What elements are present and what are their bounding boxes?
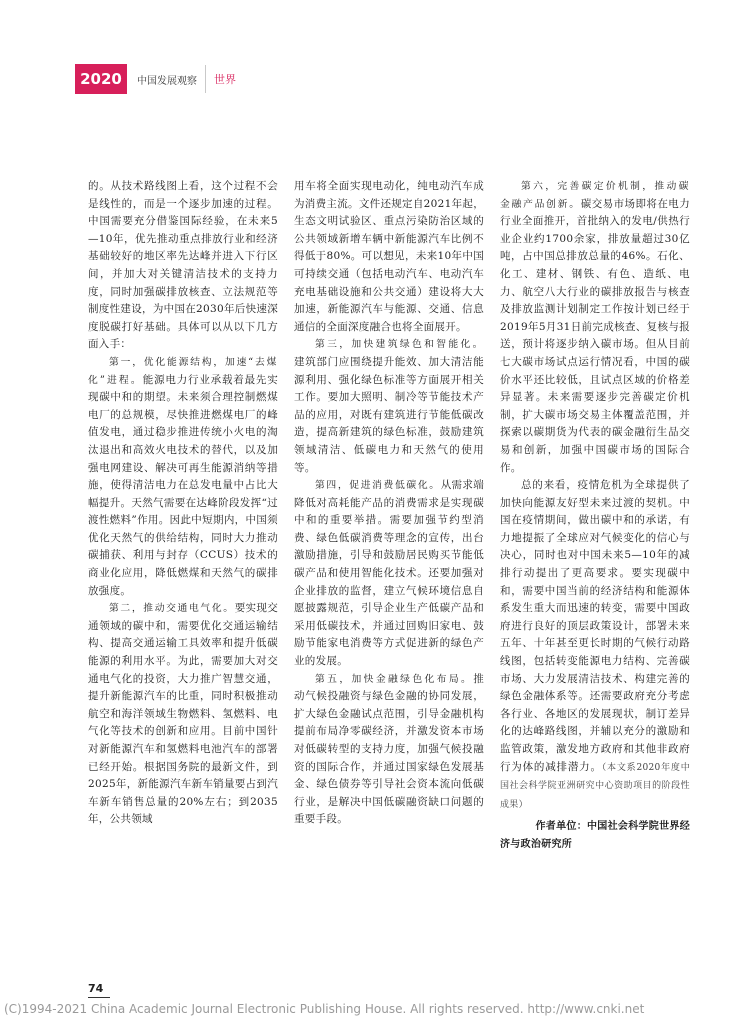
column-1 bbox=[88, 178, 278, 948]
paragraph bbox=[294, 336, 484, 477]
paragraph-body: 能源电力行业承载着最先实现碳中和的期望。未来须合理控制燃煤电厂的总规模，尽快推进燃煤电厂的峰值发电，通过稳步推进传统小火电的淘汰退出和高效火电技术的替代，以及加强电网建设、解决可再生能源消纳等措施，使得清洁电力在总发电量中占比大幅提升。天然气需要在达峰阶段发挥“过渡性燃料”作用。因此中短期内，中国须优化天然气的供给结构，同时大力推动碳捕获、利用与封存（CCUS）技术的商业化应用，降低燃煤和天然气的碳排放强度。 bbox=[88, 373, 278, 597]
paragraph-body: 碳交易市场即将在电力行业全面推开，首批纳入的发电/供热行业企业约1700余家，排放量超过30亿吨，占中国总排放总量的46%。石化、化工、建材、钢铁、有色、造纸、电力、航空八大行业的碳排放报告与核查及排放监测计划制定工作按计划已经于2019年5月31日前完成核查、复核与报送，预计将逐步纳入碳市场。但从目前七大碳市场试点运行情况看，中国的碳价水平还比较低，且试点区域的价格差异显著。未来需要逐步完善碳定价机制，扩大碳市场交易主体覆盖范围，并探索以碳期货为代表的碳金融衍生品交易和创新，加强中国碳市场的国际合作。 bbox=[500, 197, 690, 474]
paragraph bbox=[88, 354, 278, 600]
magazine-name: 中国发展观察 bbox=[137, 75, 197, 87]
author-affiliation bbox=[500, 818, 690, 853]
section-name: 世界 bbox=[214, 73, 236, 86]
column-2 bbox=[294, 178, 484, 948]
paragraph-lead: 第一，优化能源结构，加速“去煤化”进程。 bbox=[88, 356, 278, 386]
paragraph bbox=[500, 477, 690, 814]
paragraph-lead: 第二，推动交通电气化。 bbox=[109, 603, 235, 615]
year-badge: 2020 bbox=[75, 64, 127, 94]
paragraph-body: 推动气候投融资与绿色金融的协同发展，扩大绿色金融试点范围，引导金融机构提前布局净零碳经济，并激发资本市场对低碳转型的支持力度，加强气候投融资的国际合作，并通过国家绿色发展基金、绿色债券等引导社会资本流向低碳行业，是解决中国低碳融资缺口问题的重要手段。 bbox=[294, 672, 484, 826]
page-number: 74 bbox=[88, 982, 104, 995]
paragraph-body: 从需求端降低对高耗能产品的消费需求是实现碳中和的重要举措。需要加强节约型消费、绿色低碳消费等理念的宣传，出台激励措施，引导和鼓励居民购买节能低碳产品和使用智能化技术。还要加强对企业排放的监督，建立气候环境信息自愿披露规范，引导企业生产低碳产品和采用低碳技术，并通过回购旧家电、鼓励节能家电消费等方式促进新的绿色产业的发展。 bbox=[294, 479, 484, 668]
page-number-underline bbox=[88, 997, 110, 998]
paragraph: 用车将全面实现电动化，纯电动汽车成为消费主流。文件还规定自2021年起，生态文明试验区、重点污染防治区域的公共领域新增车辆中新能源汽车比例不得低于80%。可以想见，未来10年中国可持续交通（包括电动汽车、电动汽车充电基础设施和公共交通）建设将大大加速，新能源汽车与能源、交通、信息通信的全面深度融合也将全面展开。 bbox=[294, 180, 484, 333]
paragraph bbox=[294, 477, 484, 671]
paragraph-lead: 第六，完善碳定价机制，推动碳金融产品创新。 bbox=[500, 181, 690, 210]
paragraph-body: 建筑部门应围绕提升能效、加大清洁能源利用、强化绿色标准等方面展开相关工作。要加大照明、制冷等节能技术产品的应用，对既有建筑进行节能低碳改造，提高新建筑的绿色标准，鼓励建筑领域清洁、低碳电力和天然气的使用等。 bbox=[294, 355, 484, 474]
header-divider bbox=[205, 65, 206, 93]
paragraph bbox=[294, 671, 484, 829]
author-line-1: 作者单位：中国社会科学院世界经 bbox=[535, 821, 690, 833]
paragraph bbox=[500, 178, 690, 477]
paragraph: 的。从技术路线图上看，这个过程不会是线性的，而是一个逐步加速的过程。中国需要充分借鉴国际经验，在未来5—10年，优先推动重点排放行业和经济基础较好的地区率先达峰并进入下行区间，并加大对关键清洁技术的支持力度，同时加强碳排放核查、立法规范等制度性建设，为中国在2030年后快速深度脱碳打好基础。具体可以从以下几方面入手： bbox=[88, 180, 278, 351]
paragraph-body: 要实现交通领域的碳中和，需要优化交通运输结构、提高交通运输工具效率和提升低碳能源的利用水平。为此，需要加大对交通电气化的投资，大力推广智慧交通，提升新能源汽车的比重，同时积极推动航空和海洋领域生物燃料、氢燃料、电气化等技术的创新和应用。目前中国针对新能源汽车和氢燃料电池汽车的部署已经开始。根据国务院的最新文件，到2025年，新能源汽车新车销量要占到汽车新车销售总量的20%左右；到2035年，公共领域 bbox=[88, 602, 278, 826]
page-header bbox=[75, 64, 755, 94]
copyright-footer: (C)1994-2021 China Academic Journal Electronic Publishing House. All rights reserved. http://www.cnki.net bbox=[4, 1002, 645, 1016]
paragraph-lead: 第五，加快金融绿色化布局。 bbox=[315, 673, 474, 685]
funding-note: （本文系2020年度中国社会科学院亚洲研究中心资助项目的阶段性成果） bbox=[500, 762, 690, 810]
paragraph bbox=[88, 600, 278, 829]
article-body bbox=[88, 178, 690, 948]
author-line-2: 济与政治研究所 bbox=[500, 838, 573, 850]
paragraph-body: 总的来看，疫情危机为全球提供了加快向能源友好型未来过渡的契机。中国在疫情期间，做出碳中和的承诺，有力地提振了全球应对气候变化的信心与决心，同时也对中国未来5—10年的减排行动提出了更高要求。要实现碳中和，需要中国当前的经济结构和能源体系发生重大而迅速的转变，需要中国政府进行良好的顶层政策设计，部署未来五年、十年甚至更长时期的气候行动路线图，包括转变能源电力结构、完善碳市场、大力发展清洁技术、构建完善的绿色金融体系等。还需要政府充分考虑各行业、各地区的发展现状，制订差异化的达峰路线图，并辅以充分的激励和监管政策，激发地方政府和其他非政府行为体的减排潜力。 bbox=[500, 479, 690, 773]
paragraph-lead: 第四，促进消费低碳化。 bbox=[315, 480, 441, 492]
paragraph-lead: 第三，加快建筑绿色和智能化。 bbox=[315, 339, 484, 351]
column-3 bbox=[500, 178, 690, 948]
